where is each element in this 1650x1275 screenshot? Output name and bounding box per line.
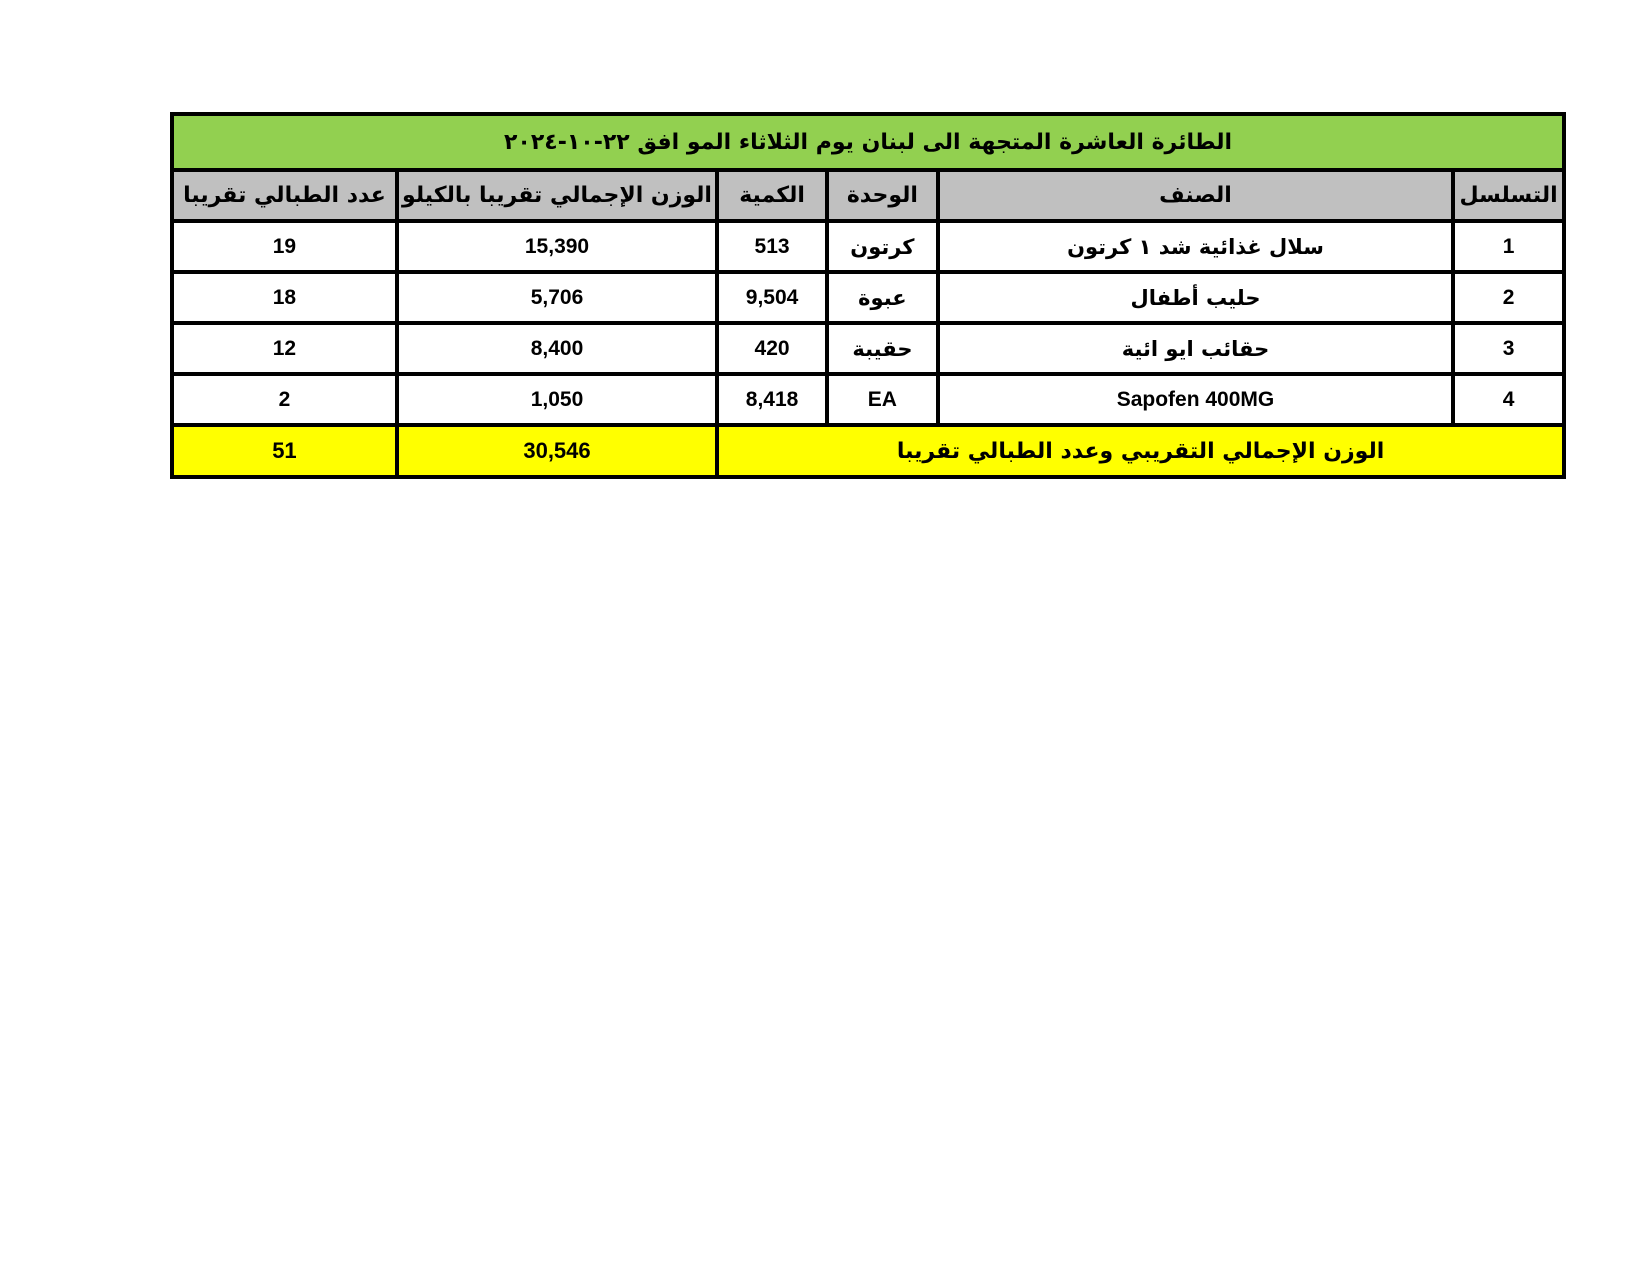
cell-quantity: 513 (717, 221, 827, 272)
table-row (172, 221, 1564, 272)
header-serial: التسلسل (1453, 170, 1564, 221)
header-total-weight: الوزن الإجمالي تقريبا بالكيلو (397, 170, 717, 221)
cell-total-weight: 1,050 (397, 374, 717, 425)
cell-unit: كرتون (827, 221, 938, 272)
cell-serial: 3 (1453, 323, 1564, 374)
cell-serial: 4 (1453, 374, 1564, 425)
table-row (172, 323, 1564, 374)
cell-serial: 2 (1453, 272, 1564, 323)
cell-unit: EA (827, 374, 938, 425)
table-row (172, 272, 1564, 323)
cell-item: حقائب ايو ائية (938, 323, 1453, 374)
table-title: الطائرة العاشرة المتجهة الى لبنان يوم الثلاثاء المو افق ٢٢-١٠-٢٠٢٤ (172, 114, 1564, 170)
shipment-table (170, 112, 1566, 479)
totals-row (172, 425, 1564, 477)
cell-pallets: 19 (172, 221, 397, 272)
cell-quantity: 8,418 (717, 374, 827, 425)
header-pallets: عدد الطبالي تقريبا (172, 170, 397, 221)
cell-total-weight: 5,706 (397, 272, 717, 323)
cell-pallets: 18 (172, 272, 397, 323)
header-item: الصنف (938, 170, 1453, 221)
cell-item: سلال غذائية شد ١ كرتون (938, 221, 1453, 272)
cell-pallets: 12 (172, 323, 397, 374)
cell-quantity: 9,504 (717, 272, 827, 323)
cell-serial: 1 (1453, 221, 1564, 272)
cell-unit: عبوة (827, 272, 938, 323)
header-unit: الوحدة (827, 170, 938, 221)
totals-pallets: 51 (172, 425, 397, 477)
shipment-sheet (170, 112, 1566, 479)
cell-total-weight: 8,400 (397, 323, 717, 374)
header-row (172, 170, 1564, 221)
totals-label: الوزن الإجمالي التقريبي وعدد الطبالي تقريبا (717, 425, 1564, 477)
cell-quantity: 420 (717, 323, 827, 374)
cell-pallets: 2 (172, 374, 397, 425)
cell-item: Sapofen 400MG (938, 374, 1453, 425)
cell-unit: حقيبة (827, 323, 938, 374)
header-quantity: الكمية (717, 170, 827, 221)
totals-weight: 30,546 (397, 425, 717, 477)
title-row (172, 114, 1564, 170)
cell-total-weight: 15,390 (397, 221, 717, 272)
cell-item: حليب أطفال (938, 272, 1453, 323)
table-row (172, 374, 1564, 425)
